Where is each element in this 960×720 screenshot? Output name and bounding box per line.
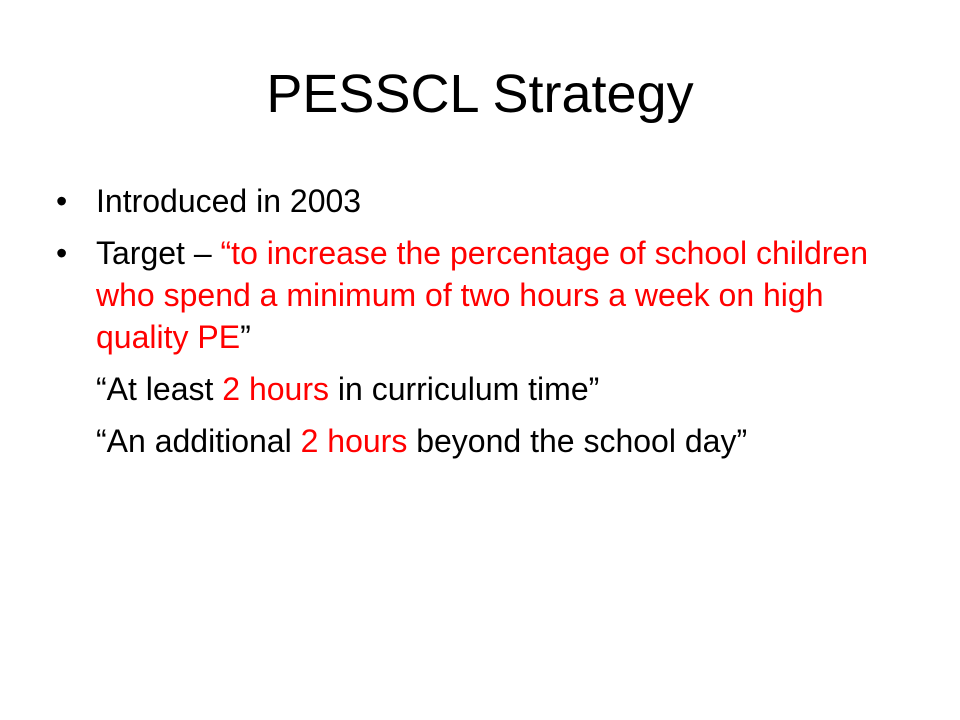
bullet-icon: •: [56, 183, 68, 219]
bullet-text: Introduced in 2003: [96, 183, 362, 219]
target-prefix: Target –: [96, 235, 221, 271]
bullet-item-target: [56, 232, 876, 358]
slide-title: PESSCL Strategy: [266, 64, 694, 124]
sub-line-after: beyond the school day”: [407, 423, 748, 459]
sub-line-highlight: 2 hours: [222, 371, 329, 407]
sub-line-additional: [56, 420, 876, 462]
sub-line-before: “At least: [96, 371, 223, 407]
sub-line-after: in curriculum time”: [329, 371, 600, 407]
target-quote-text: to increase the percentage of school children who spend a minimum of two hours a week on high quality PE: [96, 235, 869, 355]
bullet-icon: •: [56, 235, 68, 271]
target-open-quote: “: [220, 235, 232, 271]
sub-line-before: “An additional: [96, 423, 301, 459]
sub-line-highlight: 2 hours: [300, 423, 408, 459]
bullet-item-introduced: [56, 180, 876, 222]
slide-body: [56, 180, 876, 472]
target-close-quote: ”: [240, 319, 251, 355]
sub-line-curriculum: [56, 368, 876, 410]
